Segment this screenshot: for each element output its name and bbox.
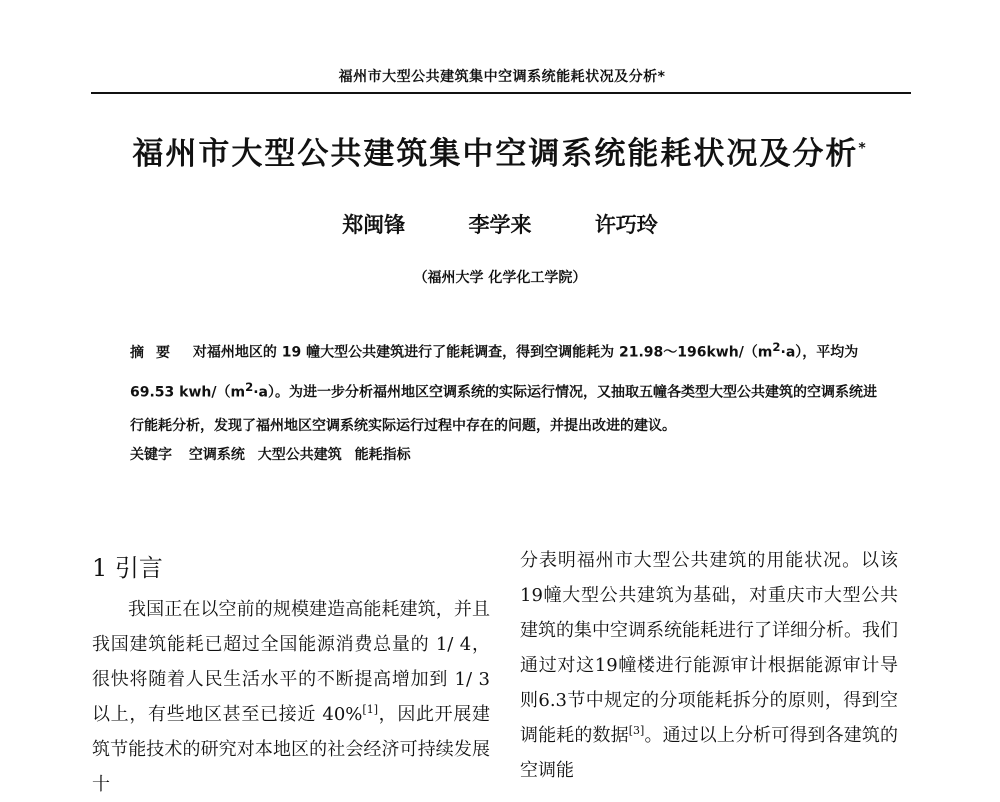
abstract bbox=[130, 330, 878, 443]
abstract-text-2: ·a），平均为 69.53 kwh/（m bbox=[130, 344, 859, 401]
author-list bbox=[280, 209, 720, 239]
affiliation: （福州大学 化学化工学院） bbox=[413, 270, 587, 286]
keywords bbox=[130, 444, 878, 464]
section-heading: 1 引言 bbox=[92, 554, 163, 582]
author-name: 李学来 bbox=[468, 212, 532, 237]
header-rule bbox=[91, 92, 911, 94]
keyword: 空调系统 bbox=[188, 447, 245, 463]
title-footnote-mark: * bbox=[858, 140, 868, 157]
keywords-label: 关键字 bbox=[130, 447, 172, 463]
keyword: 能耗指标 bbox=[354, 447, 411, 463]
abstract-superscript: 2 bbox=[772, 340, 781, 354]
body-text: 。通过以上分析可得到各建筑的空调能 bbox=[520, 725, 899, 781]
paper-title bbox=[60, 128, 940, 173]
body-column-left bbox=[92, 592, 490, 802]
running-header: 福州市大型公共建筑集中空调系统能耗状况及分析* bbox=[338, 69, 666, 85]
abstract-text-3: ·a）。为进一步分析福州地区空调系统的实际运行情况，又抽取五幢各类型大型公共建筑的空调系统进行能耗分析，发现了福州地区空调系统实际运行过程中存在的问题，并提出改进的建议。 bbox=[130, 384, 877, 435]
body-text: 分表明福州市大型公共建筑的用能状况。以该19幢大型公共建筑为基础，对重庆市大型公共建筑的集中空调系统能耗进行了详细分析。我们通过对这19幢楼进行能源审计根据能源审计导则6.3节中规定的分项能耗拆分的原则，得到空调能耗的数据 bbox=[520, 550, 898, 746]
body-text: 我国正在以空前的规模建造高能耗建筑，并且我国建筑能耗已超过全国能源消费总量的 1/ 4，很快将随着人民生活水平的不断提高增加到 1/ 3 以上，有些地区甚至已接近 40% bbox=[92, 599, 490, 725]
citation: [1] bbox=[362, 703, 378, 716]
abstract-label: 摘要 bbox=[130, 344, 182, 361]
author-name: 许巧玲 bbox=[594, 212, 658, 237]
abstract-text-1: 对福州地区的 19 幢大型公共建筑进行了能耗调查，得到空调能耗为 21.98～196kwh/（m bbox=[192, 344, 773, 361]
author-name: 郑闽锋 bbox=[342, 212, 406, 237]
abstract-superscript: 2 bbox=[245, 379, 254, 394]
body-text: ，因此开展建筑节能技术的研究对本地区的社会经济可持续发展十 bbox=[92, 704, 491, 795]
citation: [3] bbox=[628, 724, 645, 737]
keyword: 大型公共建筑 bbox=[257, 447, 342, 463]
body-column-right bbox=[520, 543, 898, 788]
paper-title-text: 福州市大型公共建筑集中空调系统能耗状况及分析 bbox=[132, 136, 859, 172]
